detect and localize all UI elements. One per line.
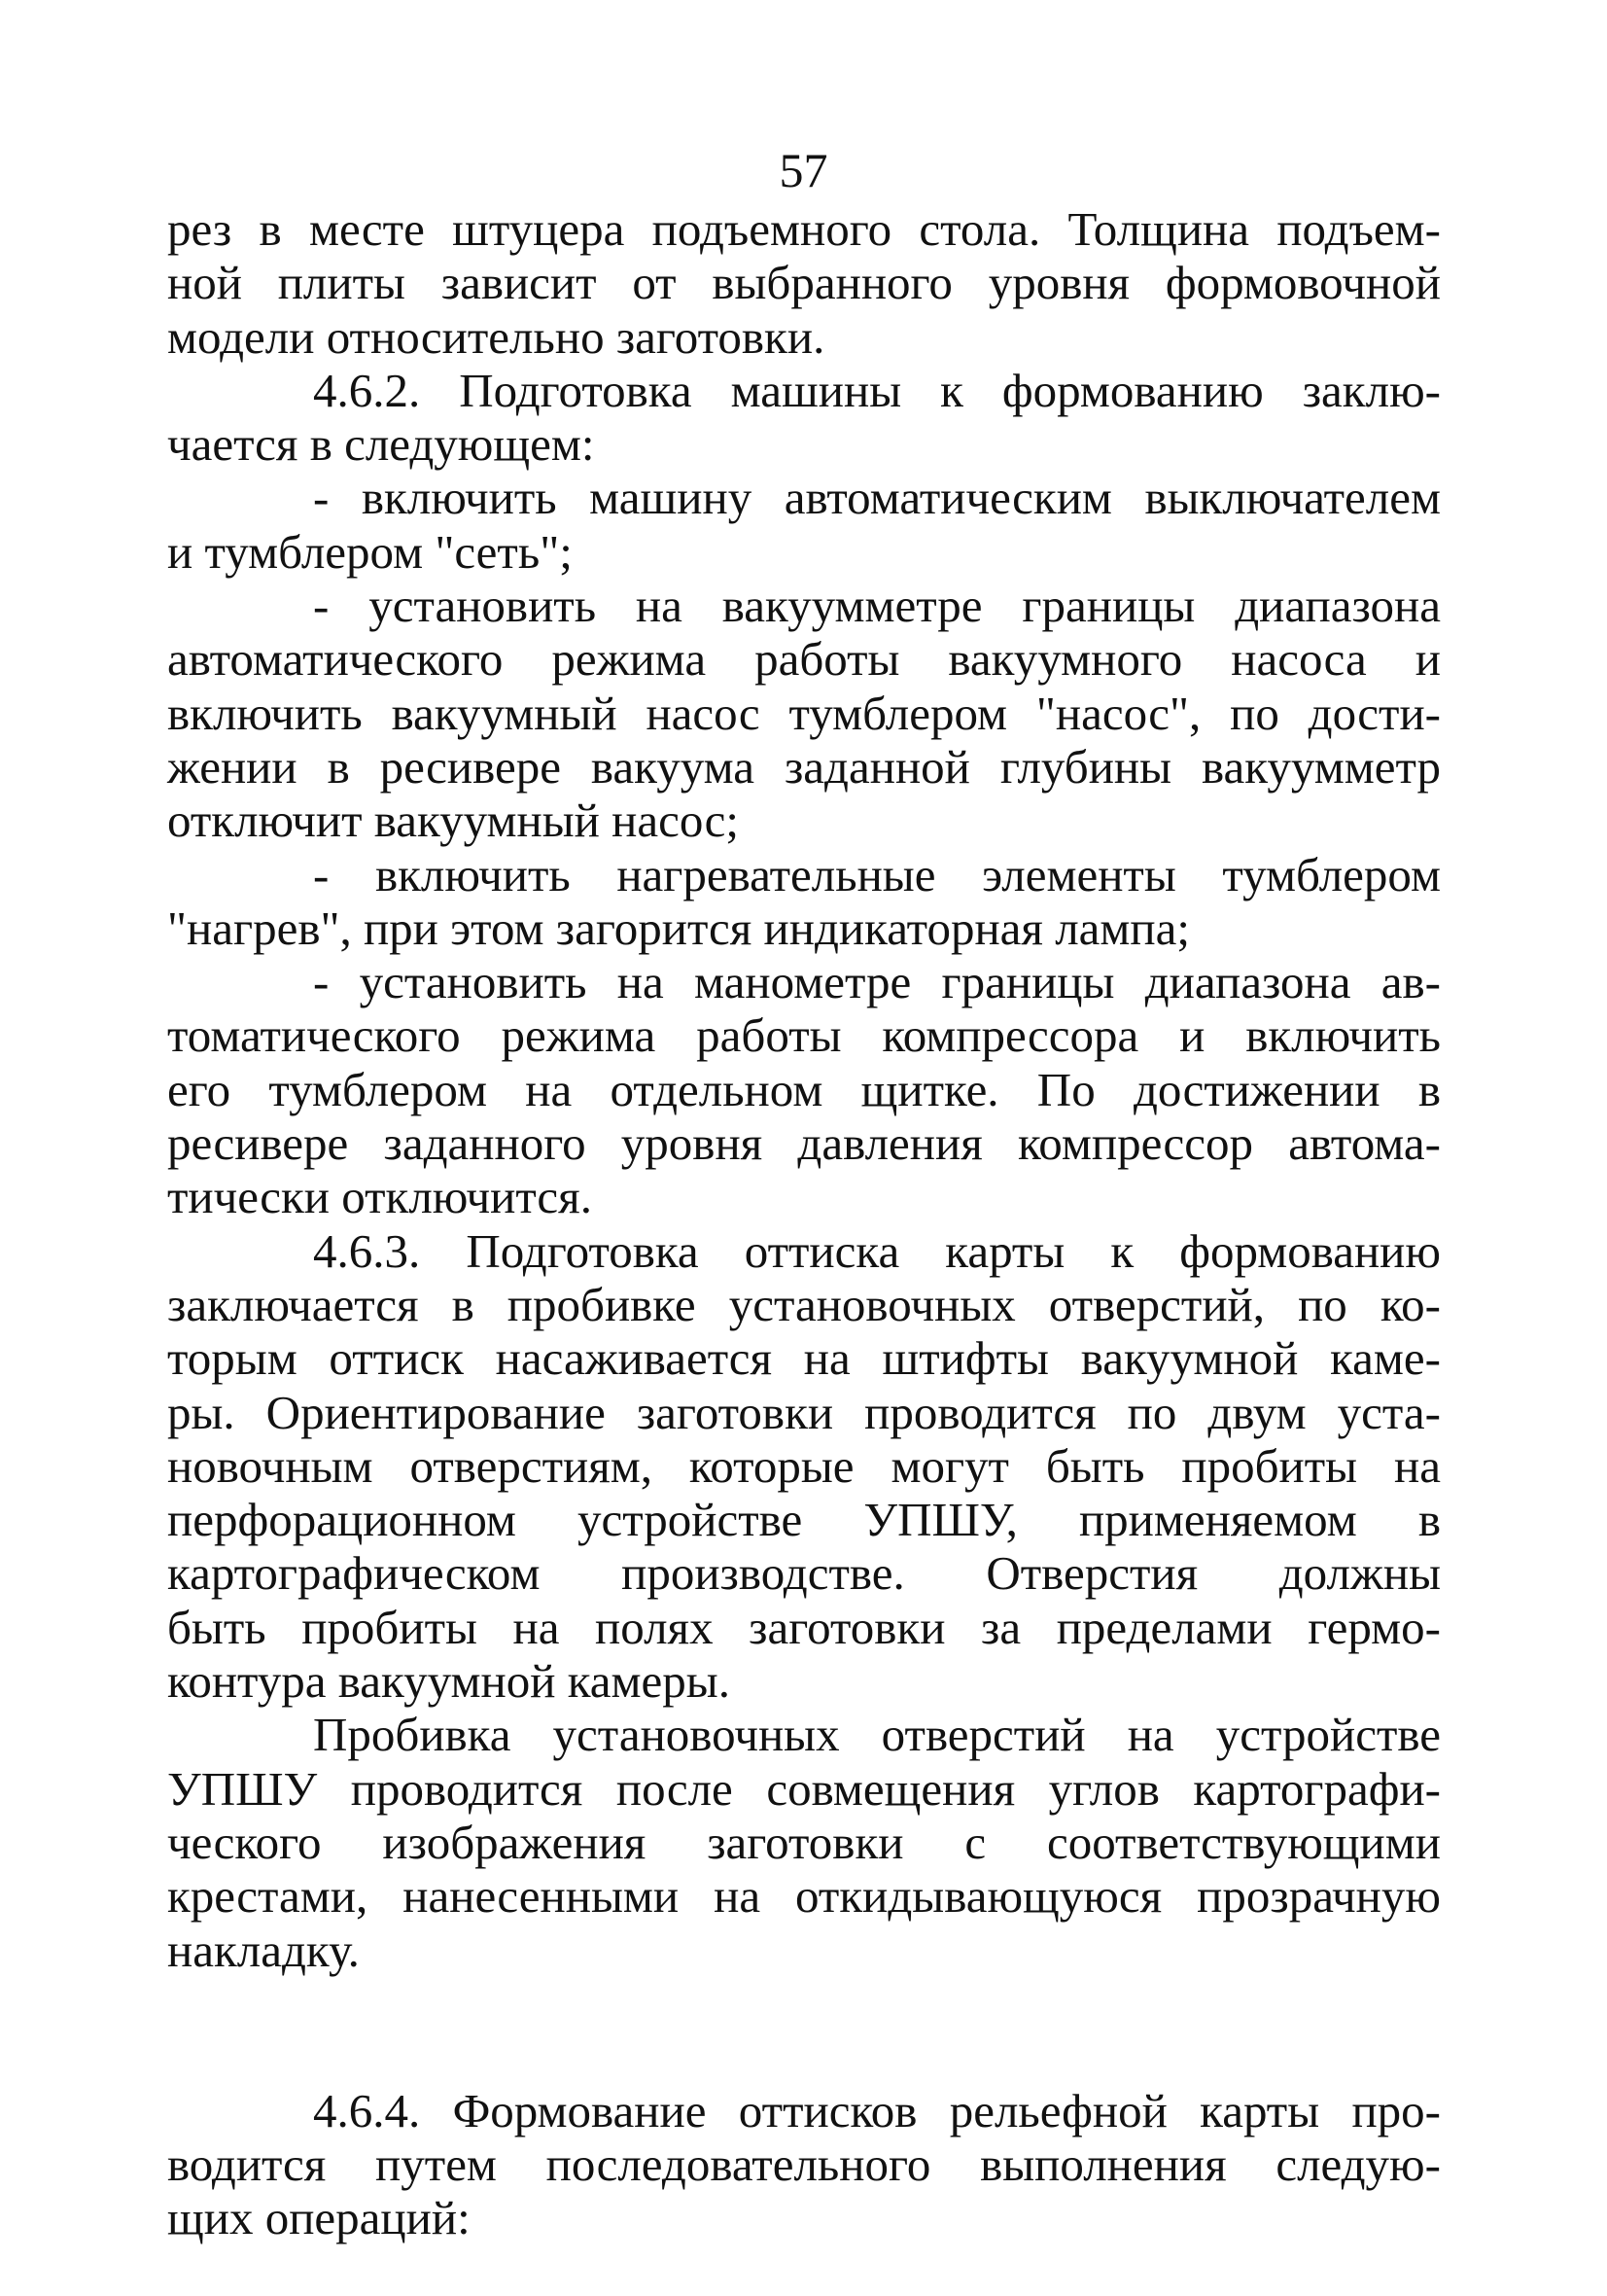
text-line: УПШУ проводится после совмещения углов картографи-: [167, 1761, 1441, 1816]
text-line: ры. Ориентирование заготовки проводится по двум уста-: [167, 1385, 1441, 1439]
text-line: заключается в пробивке установочных отверстий, по ко-: [167, 1277, 1441, 1331]
text-line: тически отключится.: [167, 1170, 592, 1224]
list-item-line: - установить на вакуумметре границы диапазона: [313, 579, 1441, 633]
text-line: новочным отверстиям, которые могут быть пробиты на: [167, 1438, 1441, 1493]
text-line: контура вакуумной камеры.: [167, 1654, 730, 1709]
paragraph-start-line: Пробивка установочных отверстий на устройстве: [313, 1708, 1441, 1762]
text-line: томатического режима работы компрессора и включить: [167, 1008, 1441, 1063]
text-line: ческого изображения заготовки с соответствующими: [167, 1815, 1441, 1869]
page-number: 57: [779, 143, 828, 197]
section-heading-line: 4.6.2. Подготовка машины к формованию заклю-: [313, 363, 1441, 417]
text-line: его тумблером на отдельном щитке. По достижении в: [167, 1062, 1441, 1116]
section-heading-line: 4.6.3. Подготовка оттиска карты к формованию: [313, 1223, 1441, 1278]
text-line: и тумблером "сеть";: [167, 524, 573, 579]
list-item-line: - установить на манометре границы диапазона ав-: [313, 955, 1441, 1009]
text-line: щих операций:: [167, 2191, 471, 2245]
text-line: перфорационном устройстве УПШУ, применяемом в: [167, 1493, 1441, 1547]
list-item-line: - включить нагревательные элементы тумблером: [313, 847, 1441, 901]
body-text: [167, 202, 1441, 2245]
paragraph-gap: [167, 1977, 1441, 2084]
section-heading-line: 4.6.4. Формование оттисков рельефной карты про-: [313, 2083, 1441, 2137]
text-line: быть пробиты на полях заготовки за пределами гермо-: [167, 1600, 1441, 1654]
text-line: водится путем последовательного выполнения следую-: [167, 2137, 1441, 2192]
text-line: автоматического режима работы вакуумного насоса и: [167, 632, 1441, 687]
text-line: жении в ресивере вакуума заданной глубины вакуумметр: [167, 739, 1441, 794]
list-item-line: - включить машину автоматическим выключателем: [313, 471, 1441, 525]
text-line: накладку.: [167, 1923, 360, 1977]
text-line: картографическом производстве. Отверстия должны: [167, 1546, 1441, 1601]
text-line: торым оттиск насаживается на штифты вакуумной каме-: [167, 1331, 1441, 1386]
text-line: отключит вакуумный насос;: [167, 794, 739, 848]
text-line: рез в месте штуцера подъемного стола. Толщина подъем-: [167, 202, 1441, 256]
text-line: "нагрев", при этом загорится индикаторная лампа;: [167, 901, 1190, 955]
text-line: крестами, нанесенными на откидывающуюся прозрачную: [167, 1869, 1441, 1924]
text-line: ресивере заданного уровня давления компрессор автома-: [167, 1116, 1441, 1171]
text-line: включить вакуумный насос тумблером "насос", по дости-: [167, 686, 1441, 740]
text-line: модели относительно заготовки.: [167, 309, 825, 364]
text-line: чается в следующем:: [167, 417, 595, 472]
text-line: ной плиты зависит от выбранного уровня формовочной: [167, 256, 1441, 310]
